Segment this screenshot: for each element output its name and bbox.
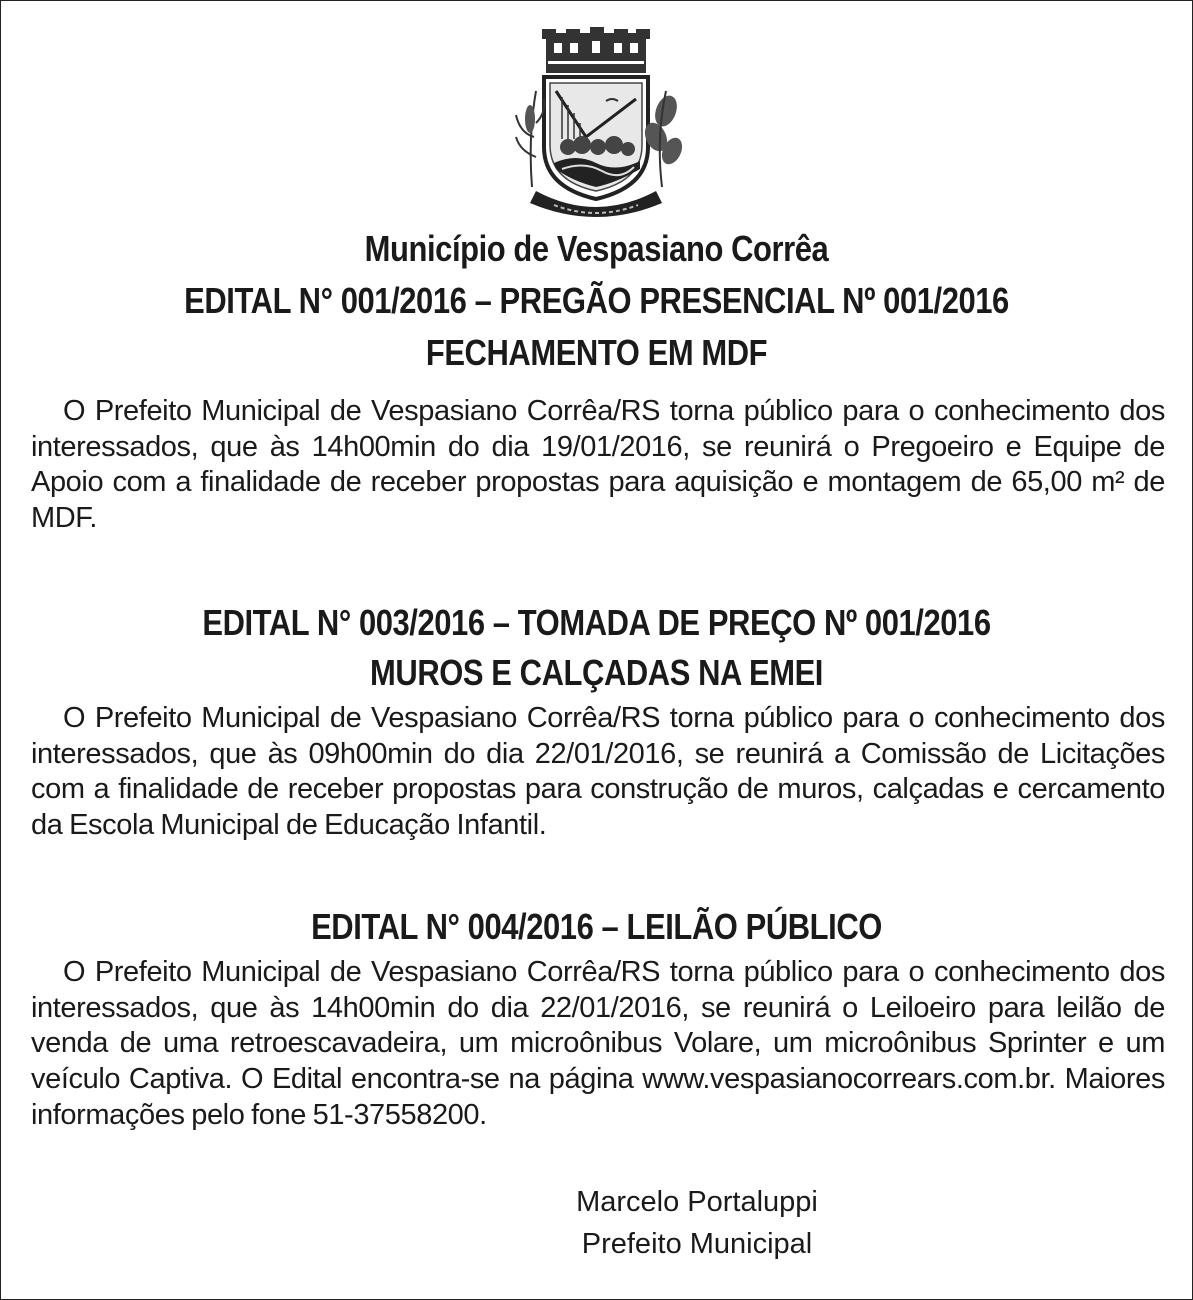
notice-2-subheading: MUROS E CALÇADAS NA EMEI — [370, 652, 823, 693]
municipal-coat-of-arms-icon — [506, 27, 686, 223]
notice-3-heading: EDITAL N° 004/2016 – LEILÃO PÚBLICO — [311, 906, 882, 947]
notice-3-body — [31, 955, 1165, 1134]
municipality-title: Município de Vespasiano Corrêa — [364, 228, 829, 269]
notice-2-body-text: O Prefeito Municipal de Vespasiano Corrêa/RS torna público para o conhecimento dos interessados, que às 09h00min do dia 22/01/2016, se reunirá a Comissão de Licitações com a finalidade de receber propostas para construção de muros, calçadas e cercamento da Escola Municipal de Educação Infantil. — [31, 702, 1165, 842]
notice-1-subheading: FECHAMENTO EM MDF — [425, 332, 768, 373]
notice-1-body-text: O Prefeito Municipal de Vespasiano Corrêa/RS torna público para o conhecimento dos interessados, que às 14h00min do dia 19/01/2016, se reunirá o Pregoeiro e Equipe de Apoio com a finalidade de receber propostas para aquisição e montagem de 65,00 m² de MDF. — [31, 395, 1165, 535]
notice-2-body — [31, 701, 1165, 844]
signature-name: Marcelo Portaluppi — [576, 1186, 818, 1218]
notice-1-heading: EDITAL N° 001/2016 – PREGÃO PRESENCIAL Nº 001/2016 — [184, 280, 1009, 321]
signature-title: Prefeito Municipal — [581, 1228, 813, 1260]
notice-2-heading: EDITAL N° 003/2016 – TOMADA DE PREÇO Nº 001/2016 — [202, 602, 991, 643]
notice-1-body — [31, 394, 1165, 537]
notice-3-body-text: O Prefeito Municipal de Vespasiano Corrêa/RS torna público para o conhecimento dos interessados, que às 14h00min do dia 22/01/2016, se reunirá o Leiloeiro para leilão de venda de uma retroescavadeira, um microônibus Volare, um microônibus Sprinter e um veículo Captiva. O Edital encontra-se na página www.vespasianocorrears.com.br. Maiores informações pelo fone 51-37558200. — [31, 956, 1165, 1131]
